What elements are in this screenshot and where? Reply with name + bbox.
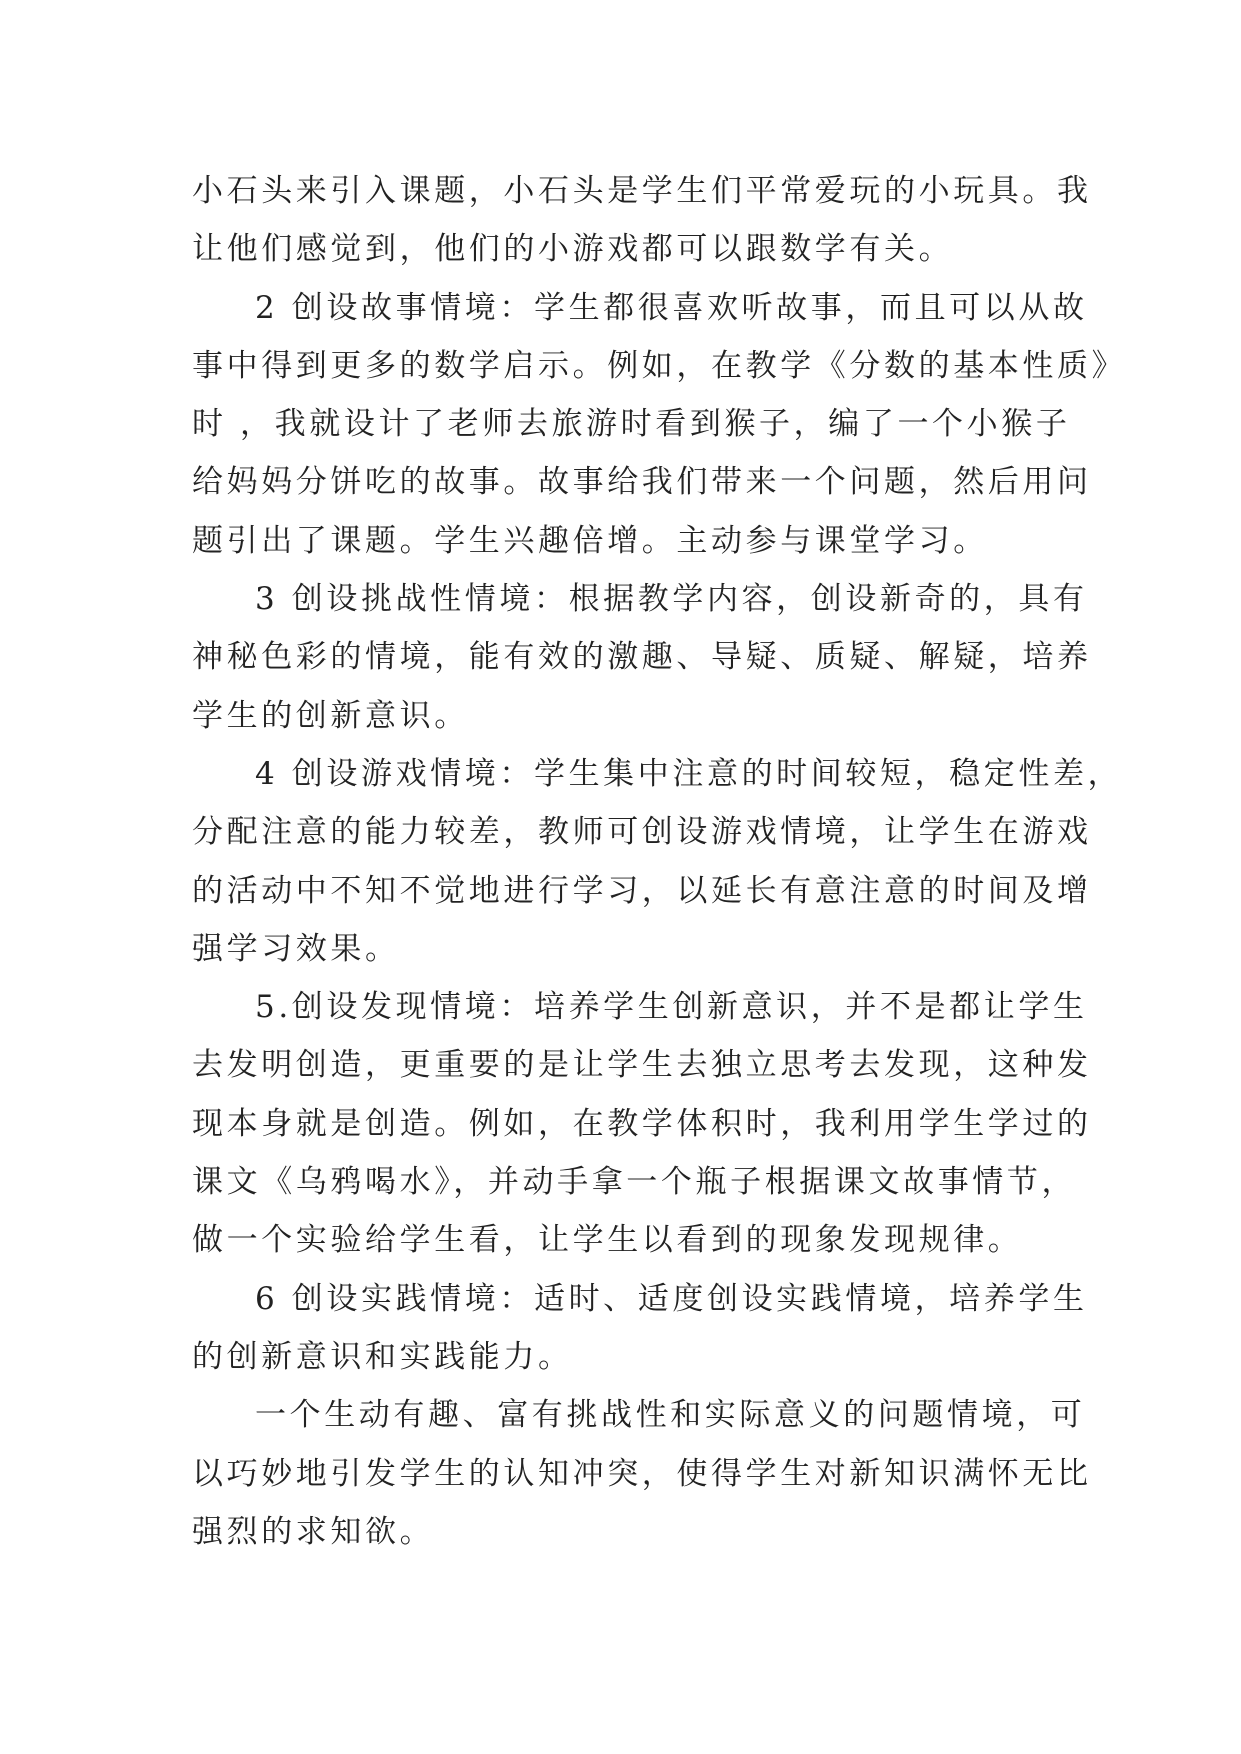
text-line: 强烈的求知欲。 <box>192 1513 435 1550</box>
body-text <box>192 162 1127 1561</box>
text-line: 一个生动有趣、富有挑战性和实际意义的问题情境，可 <box>255 1397 1086 1434</box>
text-line: 3 创设挑战性情境：根据教学内容，创设新奇的，具有 <box>255 581 1088 618</box>
text-line: 4 创设游戏情境：学生集中注意的时间较短，稳定性差， <box>255 755 1123 792</box>
text-line: 学生的创新意识。 <box>192 697 469 734</box>
text-line: 小石头来引入课题，小石头是学生们平常爱玩的小玩具。我 <box>192 173 1092 209</box>
text-line: 的活动中不知不觉地进行学习，以延长有意注意的时间及增 <box>192 872 1092 909</box>
text-line: 题引出了课题。学生兴趣倍增。主动参与课堂学习。 <box>192 522 988 559</box>
text-line: 神秘色彩的情境，能有效的激趣、导疑、质疑、解疑，培养 <box>192 639 1092 676</box>
text-line: 6 创设实践情境：适时、适度创设实践情境，培养学生 <box>255 1280 1088 1317</box>
text-line: 分配注意的能力较差，教师可创设游戏情境，让学生在游戏 <box>192 814 1092 851</box>
text-line: 让他们感觉到，他们的小游戏都可以跟数学有关。 <box>192 231 954 268</box>
text-line: 给妈妈分饼吃的故事。故事给我们带来一个问题，然后用问 <box>192 464 1092 501</box>
text-line: 以巧妙地引发学生的认知冲突，使得学生对新知识满怀无比 <box>192 1455 1092 1492</box>
text-line: 事中得到更多的数学启示。例如，在教学《分数的基本性质》 <box>192 347 1127 384</box>
text-line: 做一个实验给学生看，让学生以看到的现象发现规律。 <box>192 1222 1023 1259</box>
text-line: 2 创设故事情境：学生都很喜欢听故事，而且可以从故 <box>255 289 1088 326</box>
text-line: 去发明创造，更重要的是让学生去独立思考去发现，这种发 <box>192 1047 1092 1084</box>
text-line: 强学习效果。 <box>192 930 400 967</box>
text-line: 5.创设发现情境：培养学生创新意识，并不是都让学生 <box>255 989 1088 1026</box>
text-line: 现本身就是创造。例如，在教学体积时，我利用学生学过的 <box>192 1105 1092 1142</box>
text-line: 课文《乌鸦喝水》，并动手拿一个瓶子根据课文故事情节， <box>192 1164 1077 1201</box>
text-line: 时 ，我就设计了老师去旅游时看到猴子，编了一个小猴子 <box>192 406 1071 443</box>
text-line: 的创新意识和实践能力。 <box>192 1338 573 1375</box>
